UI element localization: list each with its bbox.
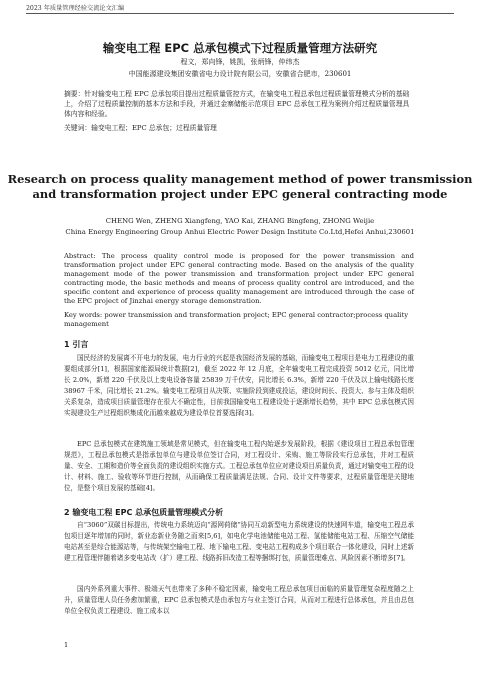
section-1-paragraph-2: EPC 总承包模式在建筑施工领域是常见模式，但在输变电工程内始逐步发展阶段，根据《建设项目工程总承包管理规范》，工程总承包模式是指承包单位与建设单位签订合同，对工程设计、采购、施工等阶段实行总承包，并对工程质量、安全、工期和造价等全面负责的建设组织实施方式。工程总承包单位应对建设项目质量负责，通过对输变电工程的设计、材料、施工、验收等环节进行控制，从而确保工程质量满足法规、合同、设计文件等要求，过程质量管理是关键地位，是整个项目发展的基础[4]。	[64, 440, 414, 492]
section-2-paragraph-2: 国内外系列重大事件、极端天气也带来了多种不稳定因素，输变电工程总承包项目面临的质量管理复杂程度随之上升，质量管理人员任务愈加繁重，EPC 总承包模式是由承包方与业主签订合同，从而对工程进行总体承包，并且由总包单位全权负责工程建设、施工成本以	[64, 585, 414, 615]
section-2-paragraph-1: 自“3060”双碳目标提出，传统电力系统迈向“源网荷储”协同互动新型电力系统建设的快速网车道，输变电工程总承包项目逐年增加的同时，新业态新业务随之而来[5,6]，如电化学电池储能电站工程、氢能储能电站工程、压缩空气储能电站甚至是综合能源站等，与传统架空输电工程、地下输电工程、变电站工程构成多个项目联合一体化建设，同时上述新建工程管理伴随着诸多变电站改（扩）建工程、线路拆旧改造工程等捆绑打包，质量管理难点、风险因素不断增多[7]。	[64, 521, 414, 562]
section-2-heading: 2 输变电工程 EPC 总承包质量管理模式分析	[64, 508, 224, 517]
running-header: 2023 年质量管理经验交流论文汇编	[26, 5, 125, 12]
english-keywords: Key words: power transmission and transformation project; EPC general contractor;process quality management	[64, 311, 409, 329]
section-1-paragraph-1: 国民经济的发展离不开电力的发展，电力行业的兴起是我国经济发展的基础，而输变电工程项目是电力工程建设的重要组成部分[1]，根据国家能源局统计数据[2]，截至 2022 年 12 月底，全年输变电工程完成投资 5012 亿元，同比增长 2.0%，新增 220 千伏及以上变电设备容量 25839 万千伏安，同比增长 6.3%，新增 220 千伏及以上输电线路长度 38967 千米，同比增长 21.2%。输变电工程项目从决策、实施阶段到建成投运，建设时间长、投资大、参与主体及组织关系复杂，造成项目质量管理存在很大不确定性，目前我国输变电工程建设处于逐渐增长趋势，其中 EPC 总承包模式因实现建设生产过程组织集成化而越来越成为建设单位首要选择[3]。	[64, 354, 414, 417]
chinese-title: 输变电工程 EPC 总承包模式下过程质量管理方法研究	[102, 41, 378, 55]
english-authors: CHENG Wen, ZHENG Xiangfeng, YAO Kai, ZHANG Bingfeng, ZHONG Weijie	[105, 217, 375, 225]
chinese-keywords: 关键词：输变电工程；EPC 总承包；过程质量管理	[64, 124, 217, 132]
english-abstract: Abstract: The process quality control mode is proposed for the power transmission and transformation project under EPC general contracting mode. Based on the analysis of the quality management mode of the power transmission and transformation project under EPC general contracting mode, the basic methods and means of process quality control are introduced, and the specific content and experience of process quality management are introduced through the case of the EPC project of Jinzhai energy storage demonstration.	[64, 252, 414, 306]
header-rule	[26, 13, 454, 14]
page-number: 1	[64, 641, 69, 649]
chinese-affiliation: 中国能源建设集团安徽省电力设计院有限公司，安徽省合肥市，230601	[128, 70, 352, 78]
english-affiliation: China Energy Engineering Group Anhui Electric Power Design Institute Co.Ltd,Hefei Anhui,230601	[65, 228, 415, 236]
chinese-authors: 程文，郑向锋，姚凯，张炳锋，仲纬杰	[180, 58, 300, 66]
section-1-heading: 1 引言	[64, 340, 89, 349]
english-title: Research on process quality management method of power transmission and transformation project under EPC general contracting mode	[7, 172, 473, 201]
chinese-abstract: 摘要：针对输变电工程 EPC 总承包项目提出过程质量管控方式，在输变电工程总承包过程质量管理模式分析的基础上，介绍了过程质量控制的基本方法和手段，并通过金寨储能示范项目 EPC 总承包工程为案例介绍过程质量管理具体内容和经验。	[64, 90, 410, 119]
